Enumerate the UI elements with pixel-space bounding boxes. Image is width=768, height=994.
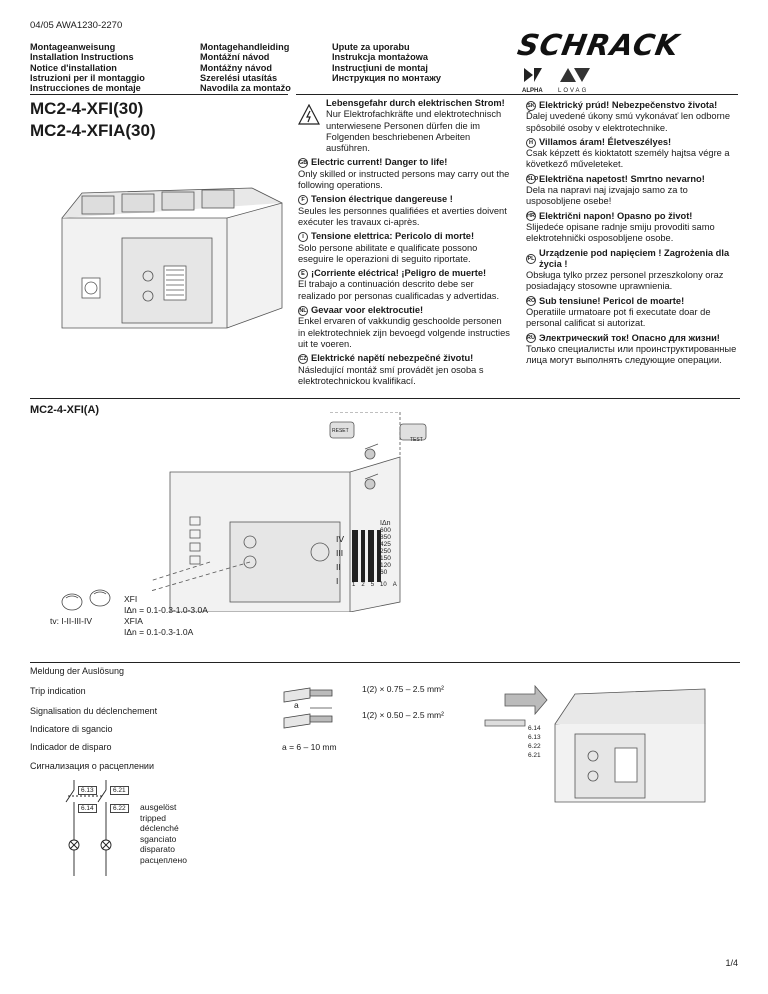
state-labels bbox=[140, 802, 187, 865]
lovag-logo bbox=[558, 66, 598, 94]
warning-i bbox=[298, 231, 510, 265]
warning-hr bbox=[526, 211, 740, 245]
trip-indication-label: Signalisation du déclenchement bbox=[30, 706, 158, 716]
divider bbox=[296, 94, 738, 95]
xfi-value: IΔn = 0.1-0.3-1.0-3.0A bbox=[124, 605, 208, 615]
state-label: déclenché bbox=[140, 823, 179, 833]
warning-head: Elektrický prúd! Nebezpečenstvo života! bbox=[539, 100, 718, 110]
alpha-logo bbox=[522, 66, 544, 94]
doc-type-label: Montagehandleiding bbox=[200, 42, 290, 52]
flag-icon: SK bbox=[527, 102, 535, 109]
warning-body: Только специалисты или проинструктированные лица могут выполнять следующие операции. bbox=[526, 343, 737, 366]
flag-icon: RU bbox=[527, 335, 535, 342]
brand-name: SCHRACK bbox=[515, 28, 683, 62]
contact-label: 6.21 bbox=[110, 786, 129, 795]
divider bbox=[30, 94, 288, 95]
flag-icon: H bbox=[526, 138, 536, 148]
doc-type-label: Istruzioni per il montaggio bbox=[30, 72, 145, 83]
scale-value: 425 bbox=[380, 541, 391, 548]
doc-type-label: Montážny návod bbox=[200, 62, 272, 73]
model-name: MC2-4-XFIA(30) bbox=[30, 121, 156, 140]
warnings-right bbox=[526, 100, 740, 370]
doc-type-column-3 bbox=[332, 42, 441, 83]
scale-top-label: IΔn bbox=[380, 520, 391, 527]
warning-head: ¡Corriente eléctrica! ¡Peligro de muerte! bbox=[311, 268, 487, 279]
warning-head: Električni napon! Opasno po život! bbox=[539, 210, 693, 221]
terminal-label: 6.21 bbox=[528, 752, 541, 759]
warning-body: Ďalej uvedené úkony smú vykonávať len odborne spôsobilé osoby v elektrotechnike. bbox=[526, 111, 731, 133]
axis-tick: A bbox=[392, 582, 397, 588]
warning-ro bbox=[526, 296, 740, 330]
lovag-label: LOVAG bbox=[558, 88, 589, 94]
state-label: ausgelöst bbox=[140, 802, 177, 812]
model-name: MC2-4-XFI(30) bbox=[30, 99, 144, 118]
warning-body: Nur Elektrofachkräfte und elektrotechnisch unterwiesene Personen dürfen die im Folgenden beschriebenen Arbeiten ausführen. bbox=[326, 109, 502, 154]
flag-icon: GB bbox=[299, 160, 308, 167]
scale-value: 850 bbox=[380, 534, 391, 541]
reset-label: RESET bbox=[332, 428, 349, 434]
flag-icon: PL bbox=[527, 255, 535, 262]
warning-head: Električna napetost! Smrtno nevarno! bbox=[539, 173, 705, 184]
warning-slo bbox=[526, 174, 740, 208]
warnings-left bbox=[298, 98, 510, 390]
xfia-label: XFIA bbox=[124, 616, 143, 626]
warning-head: Urządzenie pod napięciem ! Zagrożenia dla życia ! bbox=[539, 247, 730, 269]
doc-type-column-2 bbox=[200, 42, 291, 93]
warning-e bbox=[298, 268, 510, 302]
schrack-logo bbox=[515, 28, 736, 62]
document-code: 04/05 AWA1230-2270 bbox=[30, 20, 123, 31]
section-divider bbox=[30, 662, 740, 663]
trip-indication-label: Сигнализация о расцеплении bbox=[30, 761, 154, 771]
contact-label: 6.22 bbox=[110, 804, 129, 813]
doc-type-label: Upute za uporabu bbox=[332, 42, 410, 52]
rotary-knobs bbox=[60, 588, 120, 618]
doc-type-label: Instrucciones de montaje bbox=[30, 83, 141, 94]
lovag-icon bbox=[558, 66, 598, 84]
level-label: III bbox=[336, 548, 344, 558]
trip-indication-label: Indicador de disparo bbox=[30, 742, 112, 752]
flag-icon: HR bbox=[527, 213, 535, 220]
doc-type-column-1 bbox=[30, 42, 145, 93]
product-illustration bbox=[52, 178, 292, 338]
doc-type-label: Montageanweisung bbox=[30, 42, 116, 52]
doc-type-label: Installation Instructions bbox=[30, 52, 134, 63]
strip-length-label: a bbox=[294, 700, 299, 710]
state-label: tripped bbox=[140, 812, 166, 823]
scale-value: 60 bbox=[380, 569, 388, 576]
scale-value: 120 bbox=[380, 562, 391, 569]
warning-body: Slijedeće opisane radnje smiju provoditi samo elektrotehnički osposobljene osobe. bbox=[526, 221, 715, 244]
warning-nl bbox=[298, 305, 510, 350]
level-label: I bbox=[336, 576, 339, 586]
flag-icon: RO bbox=[527, 298, 536, 305]
warning-head: Электрический ток! Опасно для жизни! bbox=[539, 332, 720, 343]
warning-body: Only skilled or instructed persons may carry out the following operations. bbox=[298, 168, 510, 191]
doc-type-label: Szerelési utasítás bbox=[200, 72, 278, 83]
flag-icon: NL bbox=[299, 307, 307, 314]
xfia-value: IΔn = 0.1-0.3-1.0A bbox=[124, 627, 194, 637]
warning-gb bbox=[298, 157, 510, 191]
terminal-label: 6.14 bbox=[528, 725, 541, 732]
warning-head: Electric current! Danger to life! bbox=[311, 157, 448, 168]
scale-value: 250 bbox=[380, 548, 391, 555]
flag-icon: CZ bbox=[299, 355, 307, 362]
warning-pl bbox=[526, 248, 740, 293]
warning-head: Tension électrique dangereuse ! bbox=[311, 194, 453, 205]
doc-type-label: Navodila za montažo bbox=[200, 83, 291, 94]
level-labels bbox=[336, 534, 344, 587]
level-label: IV bbox=[336, 534, 345, 544]
section-divider bbox=[30, 398, 740, 399]
contact-label: 6.14 bbox=[78, 804, 97, 813]
state-label: расцеплено bbox=[140, 854, 187, 865]
strip-length-value: a = 6 – 10 mm bbox=[282, 742, 337, 752]
wire-spec: 1(2) × 0.50 – 2.5 mm² bbox=[362, 710, 444, 720]
terminal-label: 6.22 bbox=[528, 743, 541, 750]
warning-ru bbox=[526, 333, 740, 367]
doc-type-label: Instrukcja montażowa bbox=[332, 52, 428, 63]
warning-sk bbox=[526, 100, 740, 134]
xfi-spec bbox=[124, 594, 208, 638]
alpha-icon bbox=[522, 66, 544, 84]
flag-icon: F bbox=[298, 195, 308, 205]
warning-body: Operatiile urmatoare pot fi executate doar de personal calificat si autorizat. bbox=[526, 307, 711, 329]
warning-head: Villamos áram! Életveszélyes! bbox=[539, 136, 672, 147]
warning-head: Gevaar voor elektrocutie! bbox=[311, 305, 424, 316]
contact-label: 6.13 bbox=[78, 786, 97, 795]
warning-body: Obsługa tylko przez personel przeszkolony oraz posiadający stosowne uprawnienia. bbox=[526, 270, 724, 292]
page-number: 1/4 bbox=[725, 958, 738, 968]
warning-body: Csak képzett és kioktatott személy hajtsa végre a következő műveleteket. bbox=[526, 148, 730, 170]
axis-tick: 5 bbox=[370, 582, 375, 588]
scale-value: 600 bbox=[380, 527, 391, 534]
test-label: TEST bbox=[410, 437, 423, 443]
terminal-labels bbox=[528, 724, 541, 760]
xfi-label: XFI bbox=[124, 594, 138, 604]
flag-icon: E bbox=[298, 269, 308, 279]
warning-body: Následující montáž smí provádět jen osoba s elektrotechnickou kvalifikací. bbox=[298, 364, 484, 386]
terminal-label: 6.13 bbox=[528, 734, 541, 741]
doc-type-label: Notice d'installation bbox=[30, 62, 117, 73]
warning-de bbox=[298, 98, 510, 157]
doc-type-label: Инструкция по монтажу bbox=[332, 72, 441, 83]
trip-indication-label: Trip indication bbox=[30, 686, 86, 696]
scale-values bbox=[380, 520, 391, 576]
trip-indication-label: Indicatore di sgancio bbox=[30, 724, 113, 734]
warning-cz bbox=[298, 353, 510, 387]
axis-tick: 2 bbox=[361, 582, 365, 588]
state-label: disparato bbox=[140, 844, 175, 854]
axis-tick: 1 bbox=[352, 582, 356, 588]
warning-h bbox=[526, 137, 740, 171]
warning-body: El trabajo a continuación descrito debe ser realizado por personas cualificadas y advertidas. bbox=[298, 279, 500, 301]
scale-value: 150 bbox=[380, 555, 391, 562]
wire-illustration bbox=[280, 686, 360, 734]
state-label: sganciato bbox=[140, 833, 177, 844]
page-title bbox=[30, 98, 156, 142]
warning-body: Dela na napravi naj izvajajo samo za to usposobljene osebe! bbox=[526, 185, 688, 207]
tv-label: tv: I-II-III-IV bbox=[50, 616, 93, 626]
flag-icon: I bbox=[298, 232, 308, 242]
doc-type-label: Montážní návod bbox=[200, 52, 270, 63]
warning-body: Enkel ervaren of vakkundig geschoolde personen in elektrotechniek zijn bevoegd volgende instructies uit te voeren. bbox=[298, 316, 510, 349]
axis-tick: 10 bbox=[380, 582, 387, 588]
warning-body: Solo persone abilitate e qualificate possono eseguire le operazioni di seguito riportate. bbox=[298, 242, 478, 264]
section-title: MC2-4-XFI(A) bbox=[30, 404, 100, 416]
danger-voltage-icon bbox=[298, 104, 320, 126]
flag-icon: SLO bbox=[527, 176, 539, 183]
alpha-label: ALPHA bbox=[522, 88, 543, 94]
warning-head: Elektrické napětí nebezpečné životu! bbox=[311, 353, 474, 364]
warning-head: Lebensgefahr durch elektrischen Strom! bbox=[326, 98, 505, 108]
level-label: II bbox=[336, 562, 341, 572]
terminal-illustration bbox=[475, 684, 715, 806]
warning-head: Tensione elettrica: Pericolo di morte! bbox=[311, 231, 475, 242]
warning-f bbox=[298, 194, 510, 228]
warning-head: Sub tensiune! Pericol de moarte! bbox=[539, 295, 685, 306]
warning-body: Seules les personnes qualifiées et averties doivent exécuter les travaux ci-après. bbox=[298, 205, 507, 227]
trip-indication-label: Meldung der Auslösung bbox=[30, 666, 125, 676]
wire-spec: 1(2) × 0.75 – 2.5 mm² bbox=[362, 684, 444, 694]
doc-type-label: Instrucţiuni de montaj bbox=[332, 62, 428, 73]
scale-axis bbox=[352, 582, 397, 588]
